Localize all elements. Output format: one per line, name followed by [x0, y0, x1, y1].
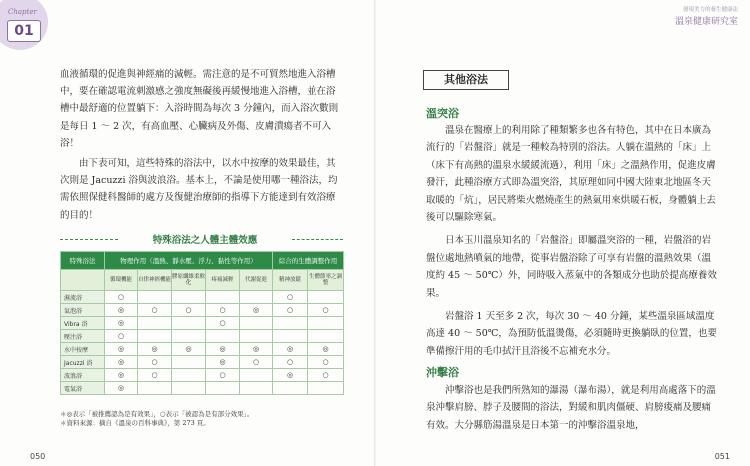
mark-cell: ○: [206, 369, 240, 382]
row-name: 濕流浴: [61, 291, 105, 304]
row-name: Vibra 浴: [61, 317, 105, 330]
table-note: ＊資料來源：摘自《溫泉の百科事典》，第 273 頁。: [60, 419, 210, 427]
mark-cell: ◎: [172, 343, 206, 356]
table-row: [61, 343, 344, 356]
mark-cell: [172, 369, 206, 382]
subheading-warm-bed-bath: 溫突浴: [426, 107, 459, 120]
mark-cell: ○: [138, 369, 172, 382]
mark-cell: [240, 291, 273, 304]
mark-cell: ◎: [206, 343, 240, 356]
mark-cell: ○: [138, 356, 172, 369]
table-subheader-cell: 循環機能: [105, 270, 138, 291]
table-row: [61, 369, 344, 382]
mark-cell: ○: [273, 304, 308, 317]
table-subheader-cell: 代謝促進: [240, 270, 273, 291]
running-head: [675, 5, 738, 27]
table-header-cell: 綜合的生體調整作用: [273, 252, 344, 270]
mark-cell: [240, 317, 273, 330]
left-body-text: [60, 66, 342, 227]
mark-cell: ◎: [273, 369, 308, 382]
table-subheader-cell: 生體節率之調整: [308, 270, 344, 291]
mark-cell: ○: [273, 291, 308, 304]
chapter-label: Chapter: [8, 8, 37, 16]
table-header-cell: 物理作用（溫熱、靜水壓、浮力、黏性等作用）: [105, 252, 273, 270]
mark-cell: [308, 291, 344, 304]
mark-cell: ○: [308, 369, 344, 382]
table-row: [61, 304, 344, 317]
mark-cell: ◎: [105, 382, 138, 395]
section-title: 其他浴法: [423, 70, 509, 90]
table-subheader-cell: 自律神經機能: [138, 270, 172, 291]
mark-cell: [273, 330, 308, 343]
right-body-text-1: [426, 122, 718, 366]
left-paragraph: 血液循環的促進與神經痛的減輕。需注意的是不可貿然地進入浴槽中，要在確認電流刺激感之強度無礙後再緩慢地進入浴槽，並在浴槽中最舒適的位置躺下：入浴時間為每次 3 分鐘內，而入浴次數則是每日 1 ～ 2 次，有高血壓、心臟病及外傷、皮膚潰瘍者不可入浴！: [60, 69, 339, 149]
chapter-badge: [0, 0, 52, 52]
mark-cell: [308, 382, 344, 395]
row-name: Jacuzzi 浴: [61, 356, 105, 369]
table-row: [61, 356, 344, 369]
row-name: 電氣浴: [61, 382, 105, 395]
mark-cell: [172, 317, 206, 330]
mark-cell: [138, 382, 172, 395]
mark-cell: [138, 330, 172, 343]
mark-cell: [240, 330, 273, 343]
mark-cell: ○: [105, 291, 138, 304]
table-header-row: [61, 252, 344, 270]
mark-cell: [138, 291, 172, 304]
mark-cell: [240, 369, 273, 382]
dashed-rule: [292, 239, 343, 241]
mark-cell: ◎: [105, 304, 138, 317]
table-header-cell: 特殊浴法: [61, 252, 105, 270]
book-gutter: [374, 0, 376, 466]
mark-cell: ◎: [308, 343, 344, 356]
table-row: [61, 317, 344, 330]
row-name: 波浪浴: [61, 369, 105, 382]
mark-cell: [308, 317, 344, 330]
mark-cell: ◎: [105, 317, 138, 330]
page-number-left: 050: [30, 452, 46, 461]
mark-cell: [172, 356, 206, 369]
mark-cell: [308, 330, 344, 343]
row-name: 氣泡浴: [61, 304, 105, 317]
mark-cell: ○: [240, 356, 273, 369]
dashed-rule: [60, 239, 118, 241]
mark-cell: ◎: [240, 304, 273, 317]
table-subheader-row: [61, 270, 344, 291]
mark-cell: [273, 317, 308, 330]
mark-cell: [138, 317, 172, 330]
mark-cell: [206, 382, 240, 395]
table-row: [61, 330, 344, 343]
running-head-small: 發現美力的養生健康法: [682, 7, 738, 13]
mark-cell: [206, 330, 240, 343]
mark-cell: ◎: [240, 343, 273, 356]
right-paragraph: 日本玉川溫泉知名的「岩盤浴」即屬溫突浴的一種，岩盤浴的岩盤位處地熱噴氣的地帶，從事岩盤浴除了可享有岩盤的溫熱效果（溫度約 45 ～ 50℃）外，同時吸入蒸氣中的各類成分也助於提高療養效果。: [426, 235, 717, 299]
mark-cell: [172, 330, 206, 343]
table-subheader-cell: 膠原纖維柔軟化: [172, 270, 206, 291]
table-subheader-cell: 精神放鬆: [273, 270, 308, 291]
row-name: 壓注浴: [61, 330, 105, 343]
left-paragraph: 由下表可知，這些特殊的浴法中，以水中按摩的效果最佳，其次則是 Jacuzzi 浴與波浪浴。基本上，不論是使用哪一種浴法，均需依照保健科醫師的處方及復健治療師的指導下方能達到有效浴療的目的！: [60, 158, 338, 221]
table-row: [61, 382, 344, 395]
mark-cell: ○: [206, 304, 240, 317]
right-paragraph: 岩盤浴 1 天至多 2 次，每次 30 ～ 40 分鐘，某些溫泉區域溫度高達 40 ～ 50℃，為預防低溫燙傷，必須隨時更換躺臥的位置，也要準備擦汗用的毛巾拭汗且浴後不忘補充水分。: [426, 311, 717, 357]
mark-cell: [206, 291, 240, 304]
right-paragraph: 溫泉在醫療上的利用除了種類繁多也各有特色，其中在日本廣為流行的「岩盤浴」就是一種較為特別的浴法。人躺在溫熱的「床」上（床下有高熱的溫泉水緩緩流過），利用「床」之溫熱作用，促進皮膚發汗，此種浴療方式即為溫突浴，其原理如同中國大陸東北地區冬天取暖的「炕」，居民將柴火燃燒產生的熱氣用來烘暖石板，身體躺上去後可以驅除寒氣。: [426, 125, 716, 224]
right-body-text-2: [426, 382, 718, 440]
table-notes: [60, 410, 253, 428]
table-row: [61, 291, 344, 304]
chapter-number: 01: [7, 20, 41, 42]
mark-cell: ◎: [105, 343, 138, 356]
mark-cell: ○: [105, 330, 138, 343]
table-subheader-empty: [61, 270, 105, 291]
table-title-bar: [60, 233, 343, 245]
mark-cell: ◎: [206, 356, 240, 369]
mark-cell: ◎: [105, 369, 138, 382]
mark-cell: [172, 382, 206, 395]
right-paragraph: 沖擊浴也是我們所熟知的瀑湯（瀑布湯），就是利用高處落下的溫泉沖擊肩膀、脖子及腰間的浴法，對緩和肌肉僵硬、肩膀痠痛及腰痛有效。大分縣筋湯溫泉是日本第一的沖擊浴溫泉地，: [426, 385, 716, 431]
subheading-impact-bath: 沖擊浴: [426, 366, 459, 379]
page-number-right: 051: [714, 452, 730, 461]
mark-cell: ○: [273, 356, 308, 369]
running-head-title: 溫泉健康研究室: [674, 17, 738, 27]
table-note: ＊◎表示「被推薦認為是有效果」，○表示「被認為是有部分效果」。: [60, 410, 254, 418]
table-subheader-cell: 疼痛減輕: [206, 270, 240, 291]
row-name: 水中按摩: [61, 343, 105, 356]
mark-cell: ◎: [138, 343, 172, 356]
mark-cell: ○: [138, 304, 172, 317]
mark-cell: [273, 382, 308, 395]
mark-cell: ○: [172, 304, 206, 317]
mark-cell: ◎: [273, 343, 308, 356]
table-title: 特殊浴法之人體主體效應: [152, 235, 258, 246]
mark-cell: [172, 291, 206, 304]
mark-cell: ○: [206, 317, 240, 330]
mark-cell: ◎: [105, 356, 138, 369]
mark-cell: ○: [308, 356, 344, 369]
mark-cell: ○: [308, 304, 344, 317]
effects-table: [60, 251, 344, 395]
mark-cell: [240, 382, 273, 395]
